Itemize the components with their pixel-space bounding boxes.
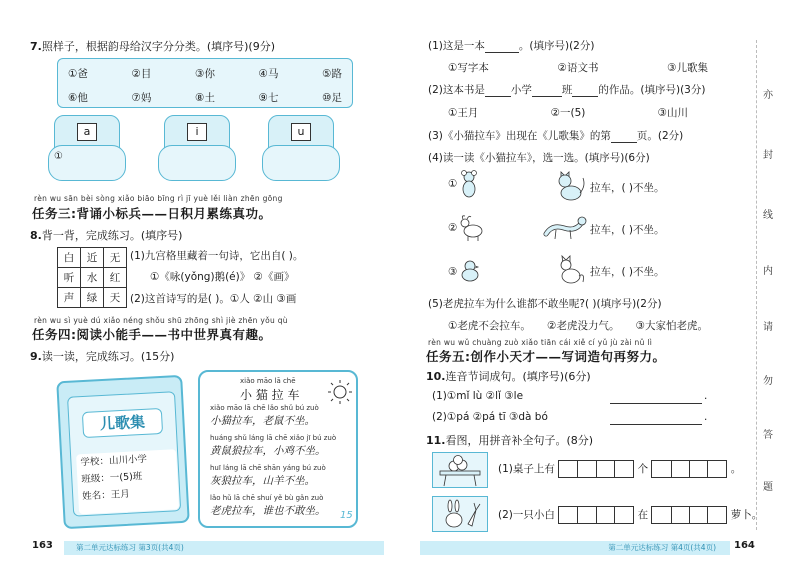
grid-cell: 近: [81, 248, 104, 268]
answer-blank[interactable]: [485, 96, 511, 97]
option: ①写字本: [448, 62, 489, 74]
r-s1: [428, 38, 594, 53]
r-s5: (5)老虎拉车为什么谁都不敢坐呢?( )(填序号)(2分): [428, 298, 662, 310]
option: ②语文书: [557, 62, 599, 74]
poem-line-pinyin: lǎo hǔ lā chē shuí yě bù gǎn zuò: [210, 494, 324, 502]
q11-text-part: 。: [730, 463, 742, 475]
q10-period: .: [704, 390, 708, 402]
r-s2-options: [448, 105, 688, 120]
q7-char: ⑤路: [322, 68, 342, 80]
animal-num: ①: [448, 178, 458, 190]
book-title: 儿歌集: [82, 408, 163, 438]
poem-page-number: 15: [340, 510, 353, 521]
name-value: 王月: [110, 488, 131, 501]
task4-title: 任务四:阅读小能手——书中世界真有趣。: [32, 327, 272, 342]
class-value: 一(5)班: [109, 471, 143, 484]
q8-sub1-options: ①《咏(yǒng)鹅(é)》 ②《画》: [150, 271, 295, 283]
q8-sub2: (2)这首诗写的是( )。①人 ②山 ③画: [130, 293, 297, 305]
q11-text-part: 在: [637, 509, 649, 521]
chair-u: [262, 115, 340, 183]
table-fruits-picture: [432, 452, 488, 488]
side-char: 勿: [763, 376, 773, 387]
q11-text-part: 个: [637, 463, 649, 475]
r-s5-options: [448, 318, 708, 333]
option: ③山川: [657, 107, 688, 119]
q7-char: ④马: [258, 68, 279, 80]
school-label: 学校：: [80, 455, 110, 469]
answer-blank[interactable]: [572, 96, 598, 97]
q7-text: 照样子，根据韵母给汉字分分类。(填序号)(9分): [41, 40, 276, 53]
side-char: 封: [763, 150, 773, 161]
pinyin-answer-box[interactable]: [651, 506, 727, 524]
cat-icon: [553, 166, 587, 202]
book-label: [76, 449, 179, 514]
r-s2-text: 小学: [510, 84, 532, 96]
q10-answer-line-2[interactable]: [610, 411, 702, 425]
class-label: 班级：: [81, 472, 111, 486]
q10-answer-line-1[interactable]: [610, 390, 702, 404]
q7-char: ③你: [195, 68, 215, 80]
grid-cell: 声: [58, 288, 81, 308]
q10-row2: (2)①pá ②pá tī ③dà bó: [432, 411, 548, 423]
q7-char: ⑧土: [195, 92, 215, 104]
pinyin-answer-box[interactable]: [558, 506, 634, 524]
q7-chars-box: [57, 58, 353, 108]
poem-line: 老虎拉车，谁也不敢坐。: [210, 505, 326, 517]
poem-box: [198, 370, 358, 528]
poem-line: 灰狼拉车，山羊不坐。: [210, 475, 315, 487]
q7-char: ⑩足: [322, 92, 342, 104]
option: ③儿歌集: [667, 62, 708, 74]
r-s2-tail: 的作品。(填序号)(3分): [598, 84, 706, 96]
grid-cell: 听: [58, 268, 81, 288]
side-char: 亦: [763, 90, 773, 101]
side-char: 请: [763, 322, 773, 333]
chair-tag: u: [291, 123, 311, 141]
r-s2-text: (2)这本书是: [428, 84, 485, 96]
q9-text: 读一读，完成练习。(15分): [41, 350, 175, 363]
q11-text-part: (1)桌子上有: [498, 463, 555, 475]
q8-heading: [30, 227, 182, 243]
pinyin-answer-box[interactable]: [651, 460, 727, 478]
q10-heading: [426, 368, 591, 384]
q10-row1: (1)①mǐ lù ②lǐ ③le: [432, 390, 524, 402]
side-char: 答: [763, 430, 773, 441]
name-label: 姓名：: [81, 489, 112, 503]
task5-pinyin: rèn wu wǔ chuàng zuò xiǎo tiān cái xiě cí yǔ jù zài nǔ lì: [428, 338, 653, 347]
q7-chars-row-2: [58, 90, 352, 105]
q11-text: 看图，用拼音补全句子。(8分): [445, 434, 594, 447]
pinyin-answer-box[interactable]: [558, 460, 634, 478]
animal-sentence: 拉车，( )不坐。: [590, 224, 665, 236]
q7-char: ⑨七: [258, 92, 279, 104]
q11-row2: [498, 506, 762, 524]
q7-char: ⑥他: [68, 92, 88, 104]
answer-blank[interactable]: [485, 52, 519, 53]
r-s3-text: (3)《小猫拉车》出现在《儿歌集》的第: [428, 130, 611, 142]
nine-grid: [57, 247, 127, 308]
right-page-number: 164: [734, 540, 755, 551]
q11-row1: [498, 460, 741, 478]
binding-line: [756, 40, 757, 530]
grid-cell: 无: [104, 248, 127, 268]
q11-text-part: (2)一只小白: [498, 509, 555, 521]
task5-title: 任务五:创作小天才——写词造句再努力。: [426, 349, 666, 364]
q9-number: 9.: [30, 350, 42, 363]
option: ③大家怕老虎。: [635, 320, 708, 332]
r-s3-tail: 页。(2分): [636, 130, 684, 142]
mouse-icon: [458, 170, 480, 198]
side-char: 内: [763, 266, 773, 277]
q8-text: 背一背，完成练习。(填序号): [41, 229, 183, 242]
answer-blank[interactable]: [532, 96, 562, 97]
poem-line-pinyin: xiǎo māo lā chē lǎo shǔ bú zuò: [210, 404, 319, 412]
q7-char: ⑦妈: [131, 92, 152, 104]
animal-num: ②: [448, 222, 458, 234]
poem-line: 小猫拉车，老鼠不坐。: [210, 415, 315, 427]
chair-a: [48, 115, 126, 183]
school-value: 山川小学: [108, 453, 148, 467]
animal-num: ③: [448, 266, 458, 278]
task3-title: 任务三:背诵小标兵——日积月累练真功。: [32, 206, 272, 221]
task3-pinyin: rèn wu sān bèi sòng xiǎo biāo bīng rì jī yuè lěi liàn zhēn gōng: [34, 194, 283, 203]
r-s2: [428, 82, 705, 97]
q7-chars-row-1: [58, 66, 352, 81]
chair-tag: a: [77, 123, 97, 141]
grid-cell: 红: [104, 268, 127, 288]
q8-sub1: (1)九宫格里藏着一句诗，它出自( )。: [130, 250, 304, 262]
chair-answer: ①: [54, 151, 63, 162]
poem-line: 黄鼠狼拉车，小鸡不坐。: [210, 445, 326, 457]
left-page-number: 163: [32, 540, 53, 551]
wolf-icon: [555, 254, 585, 286]
side-char: 题: [763, 482, 773, 493]
poem-title: 小 猫 拉 车: [240, 388, 300, 402]
left-footer: 第二单元达标练习 第3页(共4页): [64, 541, 384, 555]
grid-cell: 绿: [81, 288, 104, 308]
q7-char: ②目: [131, 68, 152, 80]
chair-tag: i: [187, 123, 207, 141]
task4-pinyin: rèn wu sì yuè dú xiǎo néng shǒu shū zhōng shì jiè zhēn yǒu qù: [34, 316, 288, 325]
q11-number: 11.: [426, 434, 446, 447]
side-char: 线: [763, 210, 773, 221]
poem-title-pinyin: xiǎo māo lā chē: [240, 377, 296, 385]
weasel-icon: [542, 212, 588, 242]
q9-heading: [30, 348, 174, 364]
r-s2-text: 班: [561, 84, 573, 96]
grid-cell: 白: [58, 248, 81, 268]
option: ②一(5): [550, 107, 586, 119]
option: ①老虎不会拉车。: [448, 320, 531, 332]
q10-text: 连音节词成句。(填序号)(6分): [445, 370, 591, 383]
r-s1-tail: 。(填序号)(2分): [518, 40, 595, 52]
chick-icon: [458, 258, 482, 282]
answer-blank[interactable]: [611, 142, 637, 143]
animal-sentence: 拉车，( )不坐。: [590, 266, 665, 278]
goat-icon: [458, 214, 486, 242]
r-s1-options: [448, 60, 708, 75]
option: ②老虎没力气。: [547, 320, 620, 332]
sun-icon: [326, 378, 354, 406]
q7-heading: [30, 38, 275, 54]
poem-line-pinyin: huī láng lā chē shān yáng bú zuò: [210, 464, 326, 472]
q11-heading: [426, 432, 593, 448]
chair-i: [158, 115, 236, 183]
r-s4: (4)读一读《小猫拉车》，选一选。(填序号)(6分): [428, 152, 650, 164]
poem-line-pinyin: huáng shǔ láng lā chē xiǎo jī bú zuò: [210, 434, 337, 442]
animal-sentence: 拉车，( )不坐。: [590, 182, 665, 194]
q7-number: 7.: [30, 40, 42, 53]
r-s1-text: (1)这是一本: [428, 40, 485, 52]
q7-char: ①爸: [68, 68, 88, 80]
q10-period: .: [704, 411, 708, 423]
grid-cell: 天: [104, 288, 127, 308]
song-book: [56, 375, 190, 529]
r-s3: [428, 128, 683, 143]
q11-text-part: 萝卜。: [730, 509, 763, 521]
q8-number: 8.: [30, 229, 42, 242]
right-footer: 第二单元达标练习 第4页(共4页): [420, 541, 730, 555]
grid-cell: 水: [81, 268, 104, 288]
rabbit-carrot-picture: [432, 496, 488, 532]
q10-number: 10.: [426, 370, 446, 383]
option: ①王月: [448, 107, 479, 119]
